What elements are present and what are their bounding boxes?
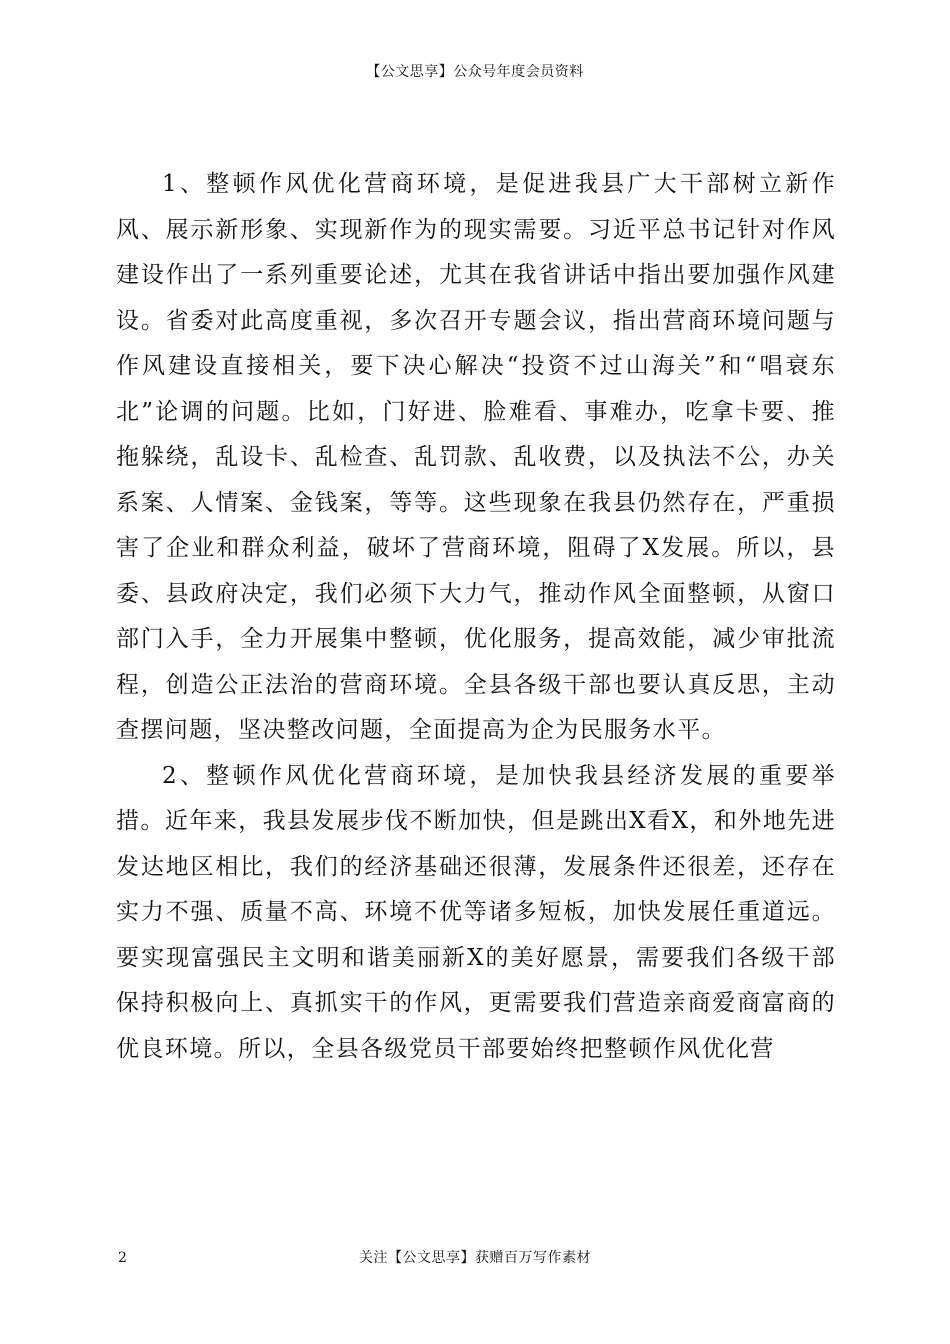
paragraph-1: 1、整顿作风优化营商环境，是促进我县广大干部树立新作风、展示新形象、实现新作为的现实需要。习近平总书记针对作风建设作出了一系列重要论述，尤其在我省讲话中指出要加强作风建设。省委对此高度重视，多次召开专题会议，指出营商环境问题与作风建设直接相关，要下决心解决“投资不过山海关”和“唱衰东北”论调的问题。比如，门好进、脸难看、事难办，吃拿卡要、推拖躲绕，乱设卡、乱检查、乱罚款、乱收费，以及执法不公，办关系案、人情案、金钱案，等等。这些现象在我县仍然存在，严重损害了企业和群众利益，破坏了营商环境，阻碍了X发展。所以，县委、县政府决定，我们必须下大力气，推动作风全面整顿，从窗口部门入手，全力开展集中整顿，优化服务，提高效能，减少审批流程，创造公正法治的营商环境。全县各级干部也要认真反思，主动查摆问题，坚决整改问题，全面提高为企为民服务水平。 [116,171,836,743]
page-number: 2 [118,1250,127,1266]
page-footer [0,1248,950,1268]
page-header: 【公文思享】公众号年度会员资料 [366,64,584,80]
document-body [116,162,836,1072]
footer-text: 关注【公文思享】获赠百万写作素材 [359,1250,591,1266]
paragraph-2: 2、整顿作风优化营商环境，是加快我县经济发展的重要举措。近年来，我县发展步伐不断加快，但是跳出X看X，和外地先进发达地区相比，我们的经济基础还很薄，发展条件还很差，还存在实力不强、质量不高、环境不优等诸多短板，加快发展任重道远。要实现富强民主文明和谐美丽新X的美好愿景，需要我们各级干部保持积极向上、真抓实干的作风，更需要我们营造亲商爱商富商的优良环境。所以，全县各级党员干部要始终把整顿作风优化营 [116,762,836,1062]
